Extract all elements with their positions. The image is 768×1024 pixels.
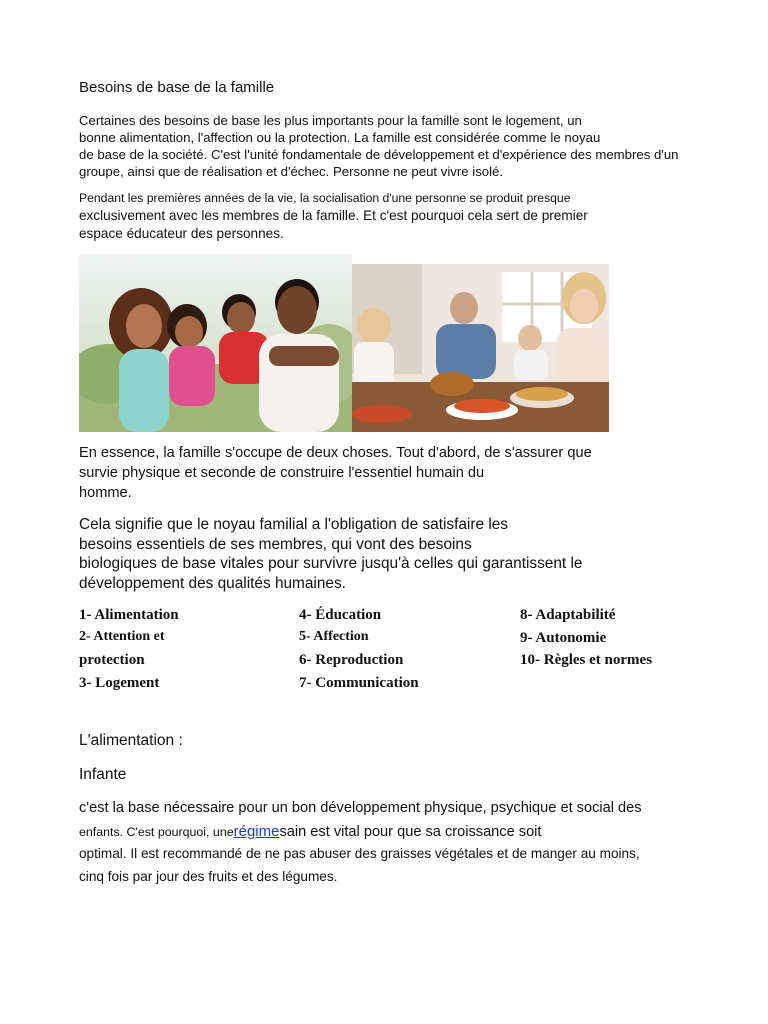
para1-line: groupe, ainsi que de réalisation et d'échec. Personne ne peut vivre isolé.	[79, 164, 504, 179]
need-item: 1- Alimentation	[79, 607, 179, 623]
section-heading: L'alimentation :	[79, 732, 183, 749]
need-item: 4- Éducation	[299, 607, 382, 623]
need-item: 10- Règles et normes	[520, 652, 653, 668]
para2-line: Pendant les premières années de la vie, la socialisation d'une personne se produit presque	[79, 191, 571, 205]
family-outdoor-photo	[79, 254, 352, 432]
para5-line: c'est la base nécessaire pour un bon développement physique, psychique et social des	[79, 800, 642, 816]
need-item: protection	[79, 652, 145, 668]
need-item: 9- Autonomie	[520, 630, 607, 646]
para4-line: besoins essentiels de ses membres, qui vont des besoins	[79, 536, 472, 553]
need-item: 3- Logement	[79, 675, 160, 691]
para4-line: biologiques de base vitales pour survivre jusqu'à celles qui garantissent le	[79, 555, 583, 572]
para5-line	[79, 824, 541, 840]
para1-line: bonne alimentation, l'affection ou la protection. La famille est considérée comme le noyau	[79, 130, 601, 145]
regime-link[interactable]: régime	[233, 823, 280, 840]
para1-line: Certaines des besoins de base les plus importants pour la famille sont le logement, un	[79, 113, 582, 128]
para5-text: sain est vital pour que sa croissance soit	[279, 824, 542, 840]
section-subheading: Infante	[79, 766, 127, 783]
para2-line: exclusivement avec les membres de la famille. Et c'est pourquoi cela sert de premier	[79, 208, 588, 223]
need-item: 7- Communication	[299, 675, 419, 691]
para3-line: survie physique et seconde de construire l'essentiel humain du	[79, 465, 485, 481]
need-item: 8- Adaptabilité	[520, 607, 616, 623]
need-item: 5- Affection	[299, 629, 369, 644]
para5-line: optimal. Il est recommandé de ne pas abuser des graisses végétales et de manger au moins,	[79, 846, 640, 861]
para4-line: Cela signifie que le noyau familial a l'obligation de satisfaire les	[79, 516, 508, 533]
para4-line: développement des qualités humaines.	[79, 575, 346, 592]
document-title: Besoins de base de la famille	[79, 79, 275, 96]
need-item: 6- Reproduction	[299, 652, 404, 668]
para5-text: enfants. C'est pourquoi, une	[79, 825, 234, 839]
para3-line: homme.	[79, 485, 132, 501]
need-item: 2- Attention et	[79, 629, 165, 644]
para1-line: de base de la société. C'est l'unité fondamentale de développement et d'expérience des membres d'un	[79, 147, 679, 162]
para2-line: espace éducateur des personnes.	[79, 226, 284, 241]
para3-line: En essence, la famille s'occupe de deux choses. Tout d'abord, de s'assurer que	[79, 445, 592, 461]
para5-line: cinq fois par jour des fruits et des légumes.	[79, 869, 338, 884]
family-dinner-photo	[352, 264, 609, 432]
